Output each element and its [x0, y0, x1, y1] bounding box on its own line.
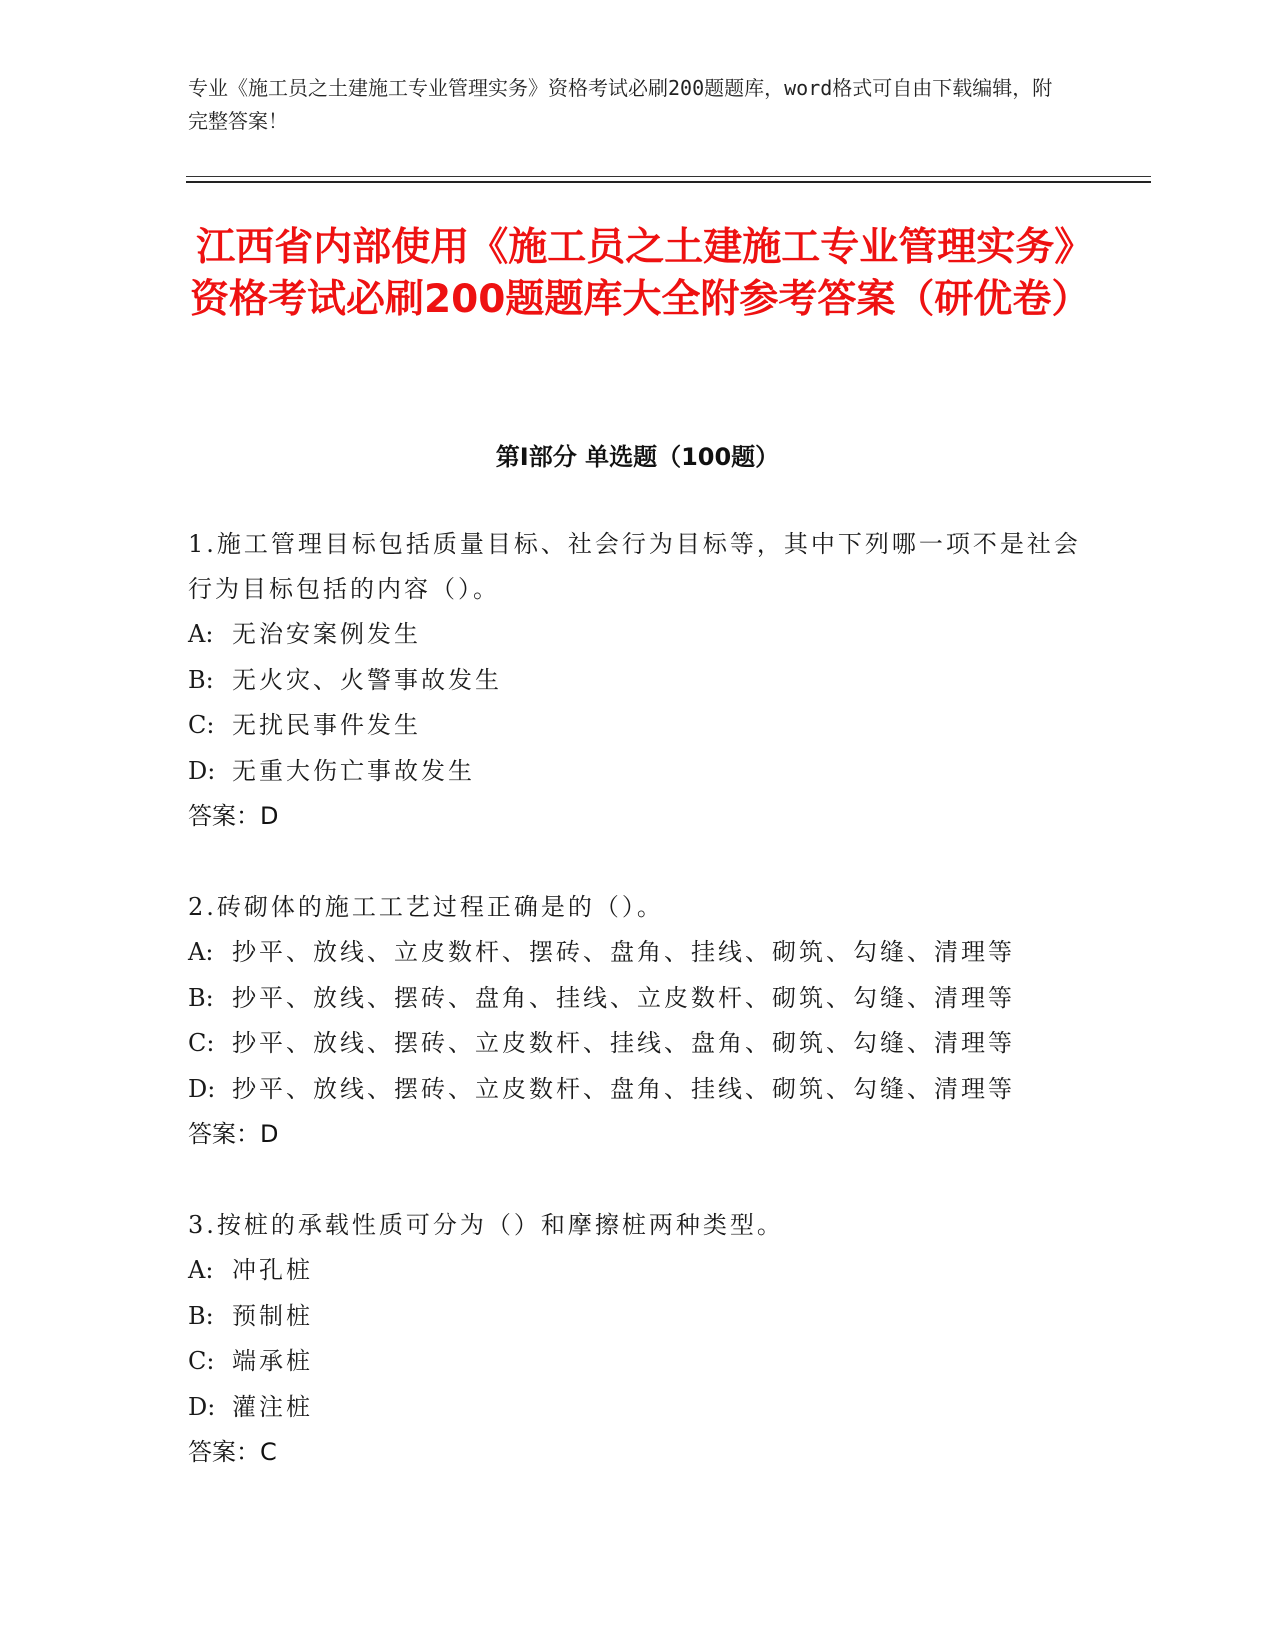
question-1 — [188, 522, 1088, 839]
answer: 答案：C — [188, 1438, 277, 1466]
option-c — [188, 703, 1088, 749]
option-letter: D: — [188, 756, 216, 785]
option-d — [188, 1067, 1088, 1113]
option-text: 预制桩 — [232, 1301, 313, 1330]
option-text: 无扰民事件发生 — [232, 711, 421, 739]
document-title: 江西省内部使用《施工员之土建施工专业管理实务》资格考试必刷200题题库大全附参考答案（研优卷） — [190, 225, 1091, 322]
option-text: 抄平、放线、摆砖、立皮数杆、盘角、挂线、砌筑、勾缝、清理等 — [232, 1074, 1015, 1103]
option-letter: A: — [188, 620, 214, 648]
question-list — [188, 522, 1088, 1521]
option-letter: B: — [188, 983, 214, 1012]
option-text: 抄平、放线、立皮数杆、摆砖、盘角、挂线、砌筑、勾缝、清理等 — [232, 938, 1015, 966]
option-letter: C: — [188, 711, 215, 739]
option-letter: B: — [188, 665, 214, 694]
option-text: 无治安案例发生 — [232, 620, 421, 648]
option-text: 灌注桩 — [232, 1392, 313, 1421]
option-b — [188, 976, 1088, 1022]
question-2 — [188, 885, 1088, 1157]
question-stem: 3.按桩的承载性质可分为（）和摩擦桩两种类型。 — [188, 1211, 784, 1239]
option-letter: A: — [188, 1256, 214, 1284]
option-b — [188, 1294, 1088, 1340]
header-note: 专业《施工员之土建施工专业管理实务》资格考试必刷200题题库，word格式可自由下载编辑，附完整答案！ — [188, 76, 1053, 133]
option-text: 冲孔桩 — [232, 1256, 313, 1284]
answer: 答案：D — [188, 1120, 279, 1148]
question-stem: 2.砖砌体的施工工艺过程正确是的（）。 — [188, 893, 664, 921]
option-d — [188, 1385, 1088, 1431]
option-letter: C: — [188, 1347, 215, 1375]
option-text: 抄平、放线、摆砖、盘角、挂线、立皮数杆、砌筑、勾缝、清理等 — [232, 983, 1015, 1012]
option-a — [188, 1248, 1088, 1294]
header-divider-thin — [186, 176, 1151, 177]
option-d — [188, 749, 1088, 795]
answer: 答案：D — [188, 802, 279, 830]
option-letter: C: — [188, 1029, 215, 1057]
option-b — [188, 658, 1088, 704]
section-title: 第Ⅰ部分 单选题（100题） — [495, 443, 780, 471]
option-c — [188, 1021, 1088, 1067]
option-c — [188, 1339, 1088, 1385]
option-text: 无重大伤亡事故发生 — [232, 756, 475, 785]
option-letter: D: — [188, 1074, 216, 1103]
option-text: 抄平、放线、摆砖、立皮数杆、挂线、盘角、砌筑、勾缝、清理等 — [232, 1029, 1015, 1057]
question-stem: 1.施工管理目标包括质量目标、社会行为目标等，其中下列哪一项不是社会行为目标包括的内容（）。 — [188, 530, 1081, 603]
header-divider-thick — [186, 181, 1151, 183]
option-text: 无火灾、火警事故发生 — [232, 665, 502, 694]
option-text: 端承桩 — [232, 1347, 313, 1375]
option-letter: B: — [188, 1301, 214, 1330]
option-a — [188, 612, 1088, 658]
question-3 — [188, 1203, 1088, 1475]
option-a — [188, 930, 1088, 976]
option-letter: D: — [188, 1392, 216, 1421]
option-letter: A: — [188, 938, 214, 966]
